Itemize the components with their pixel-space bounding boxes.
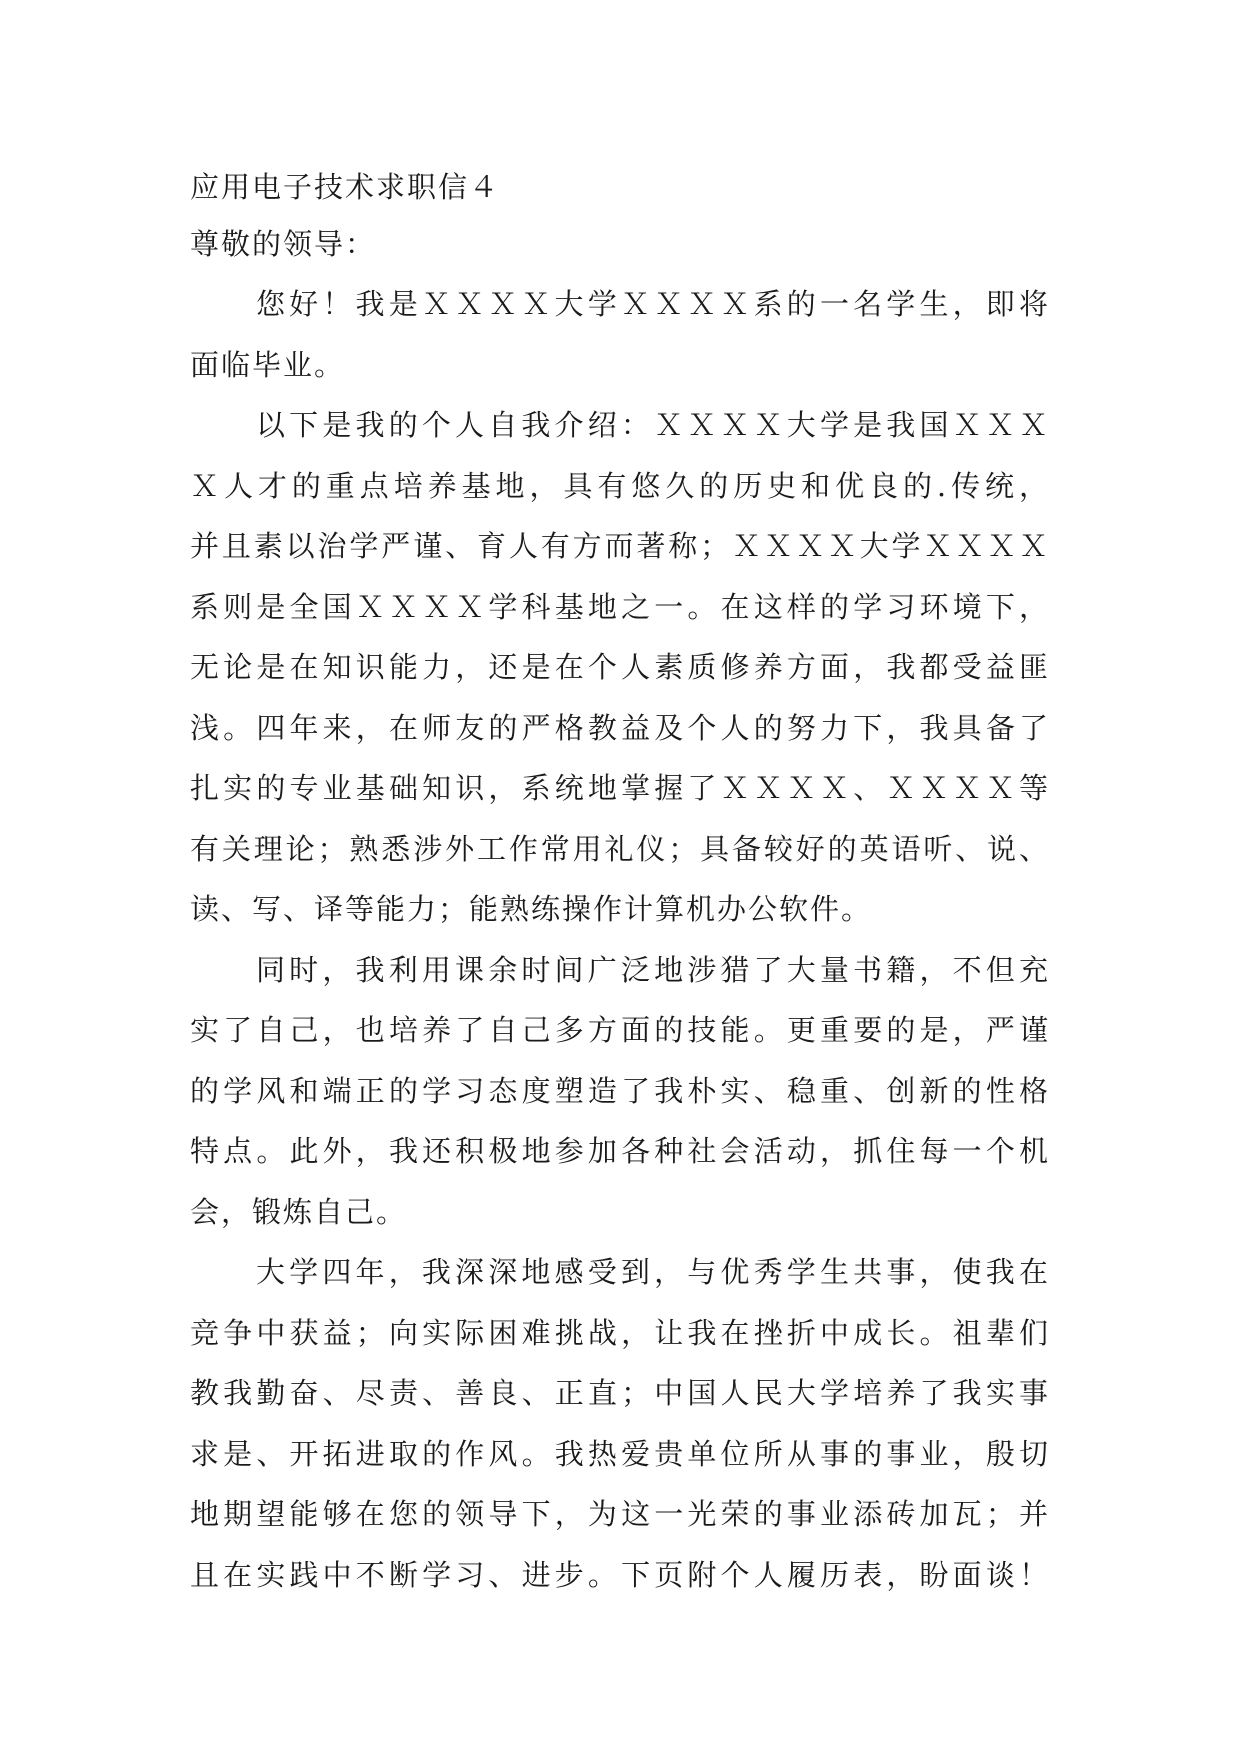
paragraph-line: 特点。此外，我还积极地参加各种社会活动，抓住每一个机	[190, 1134, 1050, 1168]
paragraph-line: 以下是我的个人自我介绍：ＸＸＸＸ大学是我国ＸＸＸ	[256, 408, 1050, 442]
paragraph-line: 浅。四年来，在师友的严格教益及个人的努力下，我具备了	[190, 710, 1050, 745]
paragraph-line: 地期望能够在您的领导下，为这一光荣的事业添砖加瓦；并	[190, 1497, 1050, 1531]
document-title: 应用电子技术求职信４	[190, 170, 501, 204]
paragraph-line: 并且素以治学严谨、育人有方而著称；ＸＸＸＸ大学ＸＸＸＸ	[190, 529, 1050, 563]
paragraph-greeting	[190, 274, 1050, 395]
paragraph-line: 竞争中获益；向实际困难挑战，让我在挫折中成长。祖辈们	[190, 1315, 1050, 1350]
paragraph-line: 的学风和端正的学习态度塑造了我朴实、稳重、创新的性格	[190, 1073, 1050, 1108]
paragraph-line: 有关理论；熟悉涉外工作常用礼仪；具备较好的英语听、说、	[190, 831, 1050, 866]
salutation: 尊敬的领导：	[190, 227, 377, 261]
paragraph-line: 同时，我利用课余时间广泛地涉猎了大量书籍，不但充	[256, 952, 1050, 987]
paragraph-line: 您好！我是ＸＸＸＸ大学ＸＸＸＸ系的一名学生，即将	[256, 287, 1050, 321]
paragraph-extracurricular	[190, 940, 1050, 1243]
paragraph-line: 教我勤奋、尽责、善良、正直；中国人民大学培养了我实事	[190, 1376, 1050, 1410]
document-page	[190, 160, 1050, 1605]
paragraph-line: 大学四年，我深深地感受到，与优秀学生共事，使我在	[256, 1255, 1050, 1289]
paragraph-line: 且在实践中不断学习、进步。下页附个人履历表，盼面谈！	[190, 1557, 1050, 1592]
paragraph-line: 扎实的专业基础知识，系统地掌握了ＸＸＸＸ、ＸＸＸＸ等	[190, 771, 1050, 805]
paragraph-introduction	[190, 395, 1050, 940]
paragraph-line: 实了自己，也培养了自己多方面的技能。更重要的是，严谨	[190, 1013, 1050, 1047]
paragraph-line: 面临毕业。	[190, 347, 346, 382]
paragraph-line: 读、写、译等能力；能熟练操作计算机办公软件。	[190, 892, 873, 926]
paragraph-line: 会，锻炼自己。	[190, 1194, 408, 1229]
paragraph-line: 无论是在知识能力，还是在个人素质修养方面，我都受益匪	[190, 650, 1050, 684]
paragraph-line: Ｘ人才的重点培养基地，具有悠久的历史和优良的.传统，	[190, 468, 1050, 503]
paragraph-closing	[190, 1242, 1050, 1605]
paragraph-line: 求是、开拓进取的作风。我热爱贵单位所从事的事业，殷切	[190, 1436, 1050, 1471]
paragraph-line: 系则是全国ＸＸＸＸ学科基地之一。在这样的学习环境下，	[190, 589, 1050, 624]
